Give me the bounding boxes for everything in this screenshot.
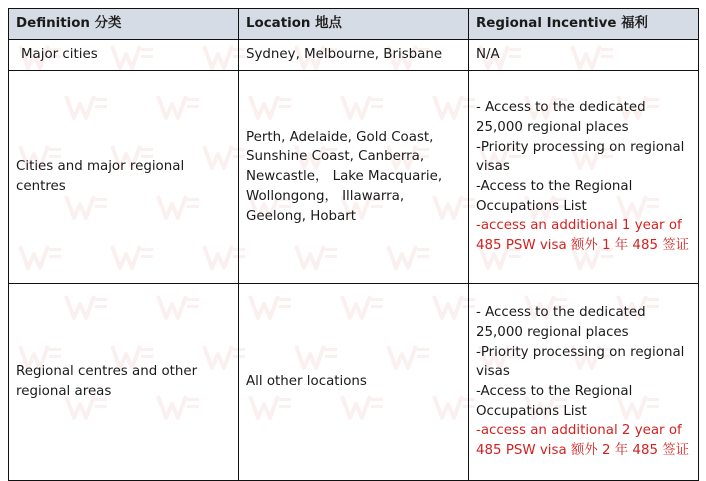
incentive-cell bbox=[469, 284, 699, 481]
psw-extension-note: -access an additional 2 year of 485 PSW visa 额外 2 年 485 签证 bbox=[476, 423, 690, 459]
table-row bbox=[9, 284, 699, 481]
location-cell: Sydney, Melbourne, Brisbane bbox=[239, 40, 469, 71]
regional-incentive-table bbox=[8, 8, 699, 481]
table-header-row bbox=[9, 9, 699, 40]
incentive-item: - Access to the dedicated 25,000 regional places bbox=[476, 305, 646, 340]
incentive-item: -Priority processing on regional visas bbox=[476, 139, 685, 175]
incentive-item: N/A bbox=[476, 47, 500, 63]
definition-cell: Regional centres and other regional areas bbox=[9, 284, 239, 481]
location-cell: Perth, Adelaide, Gold Coast, Sunshine Coast, Canberra, Newcastle， Lake Macquarie, Wollongong， Illawarra, Geelong, Hobart bbox=[239, 71, 469, 284]
incentive-item: -Access to the Regional Occupations List bbox=[476, 179, 633, 214]
incentive-item: -Priority processing on regional visas bbox=[476, 344, 685, 380]
definition-cell: Major cities bbox=[9, 40, 239, 71]
table-row bbox=[9, 40, 699, 71]
header-location: Location 地点 bbox=[239, 9, 469, 40]
incentive-cell bbox=[469, 40, 699, 71]
definition-cell: Cities and major regional centres bbox=[9, 71, 239, 284]
psw-extension-note: -access an additional 1 year of 485 PSW visa 额外 1 年 485 签证 bbox=[476, 218, 690, 254]
incentive-item: - Access to the dedicated 25,000 regional places bbox=[476, 100, 646, 135]
incentive-item: -Access to the Regional Occupations List bbox=[476, 384, 633, 419]
table-row bbox=[9, 71, 699, 284]
header-regional-incentive: Regional Incentive 福利 bbox=[469, 9, 699, 40]
header-definition: Definition 分类 bbox=[9, 9, 239, 40]
location-cell: All other locations bbox=[239, 284, 469, 481]
incentive-cell bbox=[469, 71, 699, 284]
